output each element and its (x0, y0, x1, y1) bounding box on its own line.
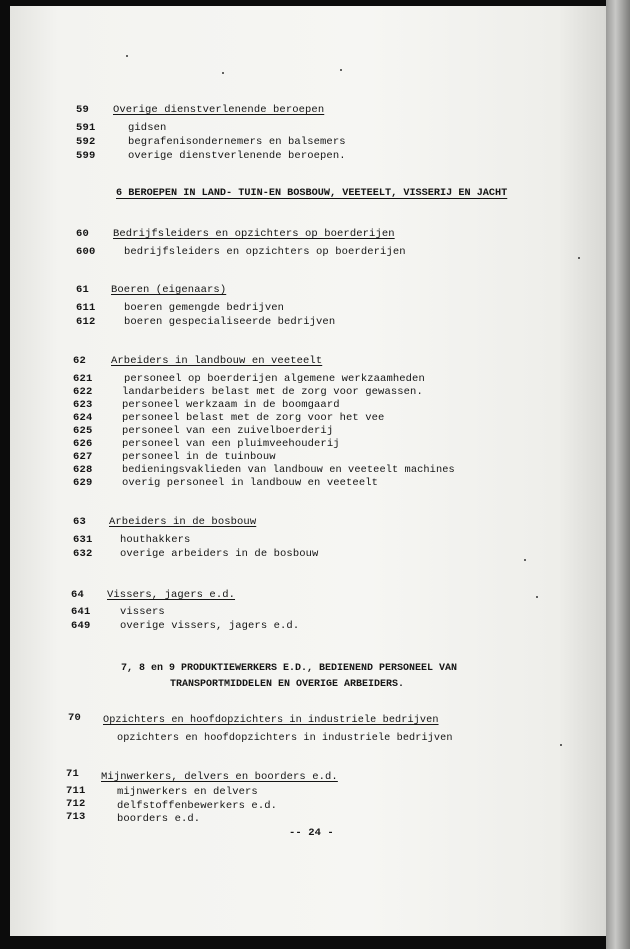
item-label: personeel belast met de zorg voor het vee (122, 412, 385, 424)
item-code: 713 (66, 811, 86, 823)
section-789-line1: 7, 8 en 9 PRODUKTIEWERKERS E.D., BEDIENEND PERSONEEL VAN (121, 663, 458, 674)
item-code: 626 (73, 438, 93, 450)
item-label: personeel in de tuinbouw (122, 451, 276, 463)
group-code: 61 (76, 284, 90, 296)
scan-speck (578, 257, 580, 259)
group-title: Bedrijfsleiders en opzichters op boerderijen (113, 228, 395, 240)
group-code: 60 (76, 228, 90, 240)
item-code: 623 (73, 399, 93, 411)
item-code: 711 (66, 785, 86, 797)
item-code: 628 (73, 464, 93, 476)
item-code: 612 (76, 316, 96, 328)
scan-speck (560, 744, 562, 746)
item-code: 611 (76, 302, 96, 314)
item-label: delfstoffenbewerkers e.d. (117, 800, 278, 812)
item-code: 622 (73, 386, 93, 398)
group-title: Arbeiders in de bosbouw (109, 516, 257, 528)
item-label: overig personeel in landbouw en veeteelt (122, 477, 379, 489)
item-code: 592 (76, 136, 96, 148)
item-label: bedrijfsleiders en opzichters op boerderijen (124, 246, 406, 258)
group-code: 70 (68, 712, 82, 724)
item-code: 599 (76, 150, 96, 162)
scan-speck (222, 72, 224, 74)
item-code: 624 (73, 412, 93, 424)
group-title: Opzichters en hoofdopzichters in industriele bedrijven (103, 715, 439, 726)
item-label: personeel werkzaam in de boomgaard (122, 399, 340, 411)
item-code: 627 (73, 451, 93, 463)
item-label: overige vissers, jagers e.d. (120, 620, 300, 632)
item-code: 632 (73, 548, 93, 560)
page-number: -- 24 - (289, 827, 334, 839)
group-code: 71 (66, 768, 80, 780)
item-code: 649 (71, 620, 91, 632)
item-code: 629 (73, 477, 93, 489)
group-title: Overige dienstverlenende beroepen (113, 104, 325, 116)
item-code: 600 (76, 246, 96, 258)
item-label: begrafenisondernemers en balsemers (128, 136, 346, 148)
item-label: personeel van een zuivelboerderij (122, 425, 334, 437)
item-label: gidsen (128, 122, 167, 134)
group-code: 59 (76, 104, 90, 116)
item-code: 625 (73, 425, 93, 437)
item-label: personeel van een pluimveehouderij (122, 438, 340, 450)
group-code: 62 (73, 355, 87, 367)
scan-speck (524, 559, 526, 561)
item-label: vissers (120, 606, 165, 618)
group-title: Boeren (eigenaars) (111, 284, 227, 296)
item-label: opzichters en hoofdopzichters in industriele bedrijven (117, 733, 453, 744)
item-label: bedieningsvaklieden van landbouw en veeteelt machines (122, 464, 455, 476)
item-code: 631 (73, 534, 93, 546)
item-label: landarbeiders belast met de zorg voor gewassen. (122, 386, 423, 398)
scan-speck (536, 596, 538, 598)
group-title: Vissers, jagers e.d. (107, 589, 236, 601)
scan-speck (126, 55, 128, 57)
item-label: overige dienstverlenende beroepen. (128, 150, 346, 162)
group-title: Mijnwerkers, delvers en boorders e.d. (101, 771, 338, 783)
item-code: 591 (76, 122, 96, 134)
group-code: 64 (71, 589, 85, 601)
item-code: 621 (73, 373, 93, 385)
group-code: 63 (73, 516, 87, 528)
item-label: boorders e.d. (117, 813, 201, 825)
item-label: overige arbeiders in de bosbouw (120, 548, 319, 560)
item-label: houthakkers (120, 534, 191, 546)
item-label: boeren gemengde bedrijven (124, 302, 285, 314)
item-label: mijnwerkers en delvers (117, 786, 258, 798)
item-code: 641 (71, 606, 91, 618)
section-789-line2: TRANSPORTMIDDELEN EN OVERIGE ARBEIDERS. (170, 679, 405, 690)
item-label: personeel op boerderijen algemene werkzaamheden (124, 373, 425, 385)
item-code: 712 (66, 798, 86, 810)
group-title: Arbeiders in landbouw en veeteelt (111, 355, 323, 367)
scan-speck (340, 69, 342, 71)
page-edge (606, 0, 630, 949)
item-label: boeren gespecialiseerde bedrijven (124, 316, 336, 328)
section-6-title: 6 BEROEPEN IN LAND- TUIN-EN BOSBOUW, VEETEELT, VISSERIJ EN JACHT (116, 188, 508, 199)
